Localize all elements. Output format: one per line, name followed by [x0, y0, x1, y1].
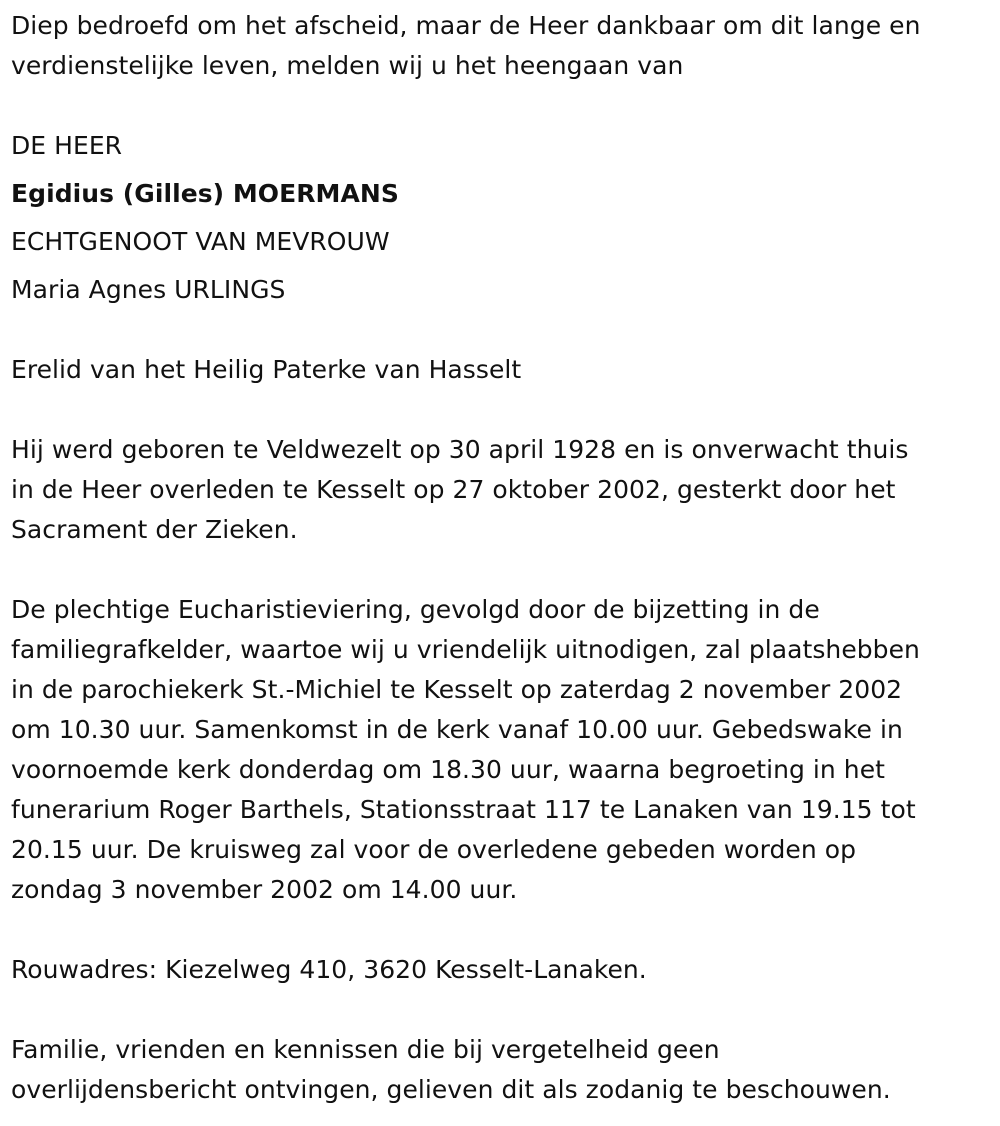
ceremony-line-2: familiegrafkelder, waartoe wij u vriendelijk uitnodigen, zal plaatshebben — [11, 635, 920, 664]
ceremony-line-3: in de parochiekerk St.-Michiel te Kesselt op zaterdag 2 november 2002 — [11, 675, 903, 704]
intro-line-1: Diep bedroefd om het afscheid, maar de Heer dankbaar om dit lange en — [11, 11, 921, 40]
ceremony-line-7: 20.15 uur. De kruisweg zal voor de overledene gebeden worden op — [11, 835, 856, 864]
honor-line: Erelid van het Heilig Paterke van Hasselt — [11, 355, 522, 384]
deceased-name: Egidius (Gilles) MOERMANS — [11, 179, 399, 208]
ceremony-line-8: zondag 3 november 2002 om 14.00 uur. — [11, 875, 518, 904]
closing-line-2: overlijdensbericht ontvingen, gelieven dit als zodanig te beschouwen. — [11, 1075, 891, 1104]
address-line: Rouwadres: Kiezelweg 410, 3620 Kesselt-Lanaken. — [11, 955, 647, 984]
ceremony-line-5: voornoemde kerk donderdag om 18.30 uur, waarna begroeting in het — [11, 755, 885, 784]
deceased-title: DE HEER — [11, 131, 123, 160]
birth-death-line-3: Sacrament der Zieken. — [11, 515, 298, 544]
closing-line-1: Familie, vrienden en kennissen die bij vergetelheid geen — [11, 1035, 720, 1064]
ceremony-line-1: De plechtige Eucharistieviering, gevolgd door de bijzetting in de — [11, 595, 820, 624]
birth-death-line-2: in de Heer overleden te Kesselt op 27 oktober 2002, gesterkt door het — [11, 475, 896, 504]
ceremony-line-4: om 10.30 uur. Samenkomst in de kerk vanaf 10.00 uur. Gebedswake in — [11, 715, 903, 744]
spouse-label: ECHTGENOOT VAN MEVROUW — [11, 227, 390, 256]
birth-death-line-1: Hij werd geboren te Veldwezelt op 30 april 1928 en is onverwacht thuis — [11, 435, 909, 464]
spouse-name: Maria Agnes URLINGS — [11, 275, 286, 304]
intro-line-2: verdienstelijke leven, melden wij u het heengaan van — [11, 51, 684, 80]
ceremony-line-6: funerarium Roger Barthels, Stationsstraat 117 te Lanaken van 19.15 tot — [11, 795, 916, 824]
